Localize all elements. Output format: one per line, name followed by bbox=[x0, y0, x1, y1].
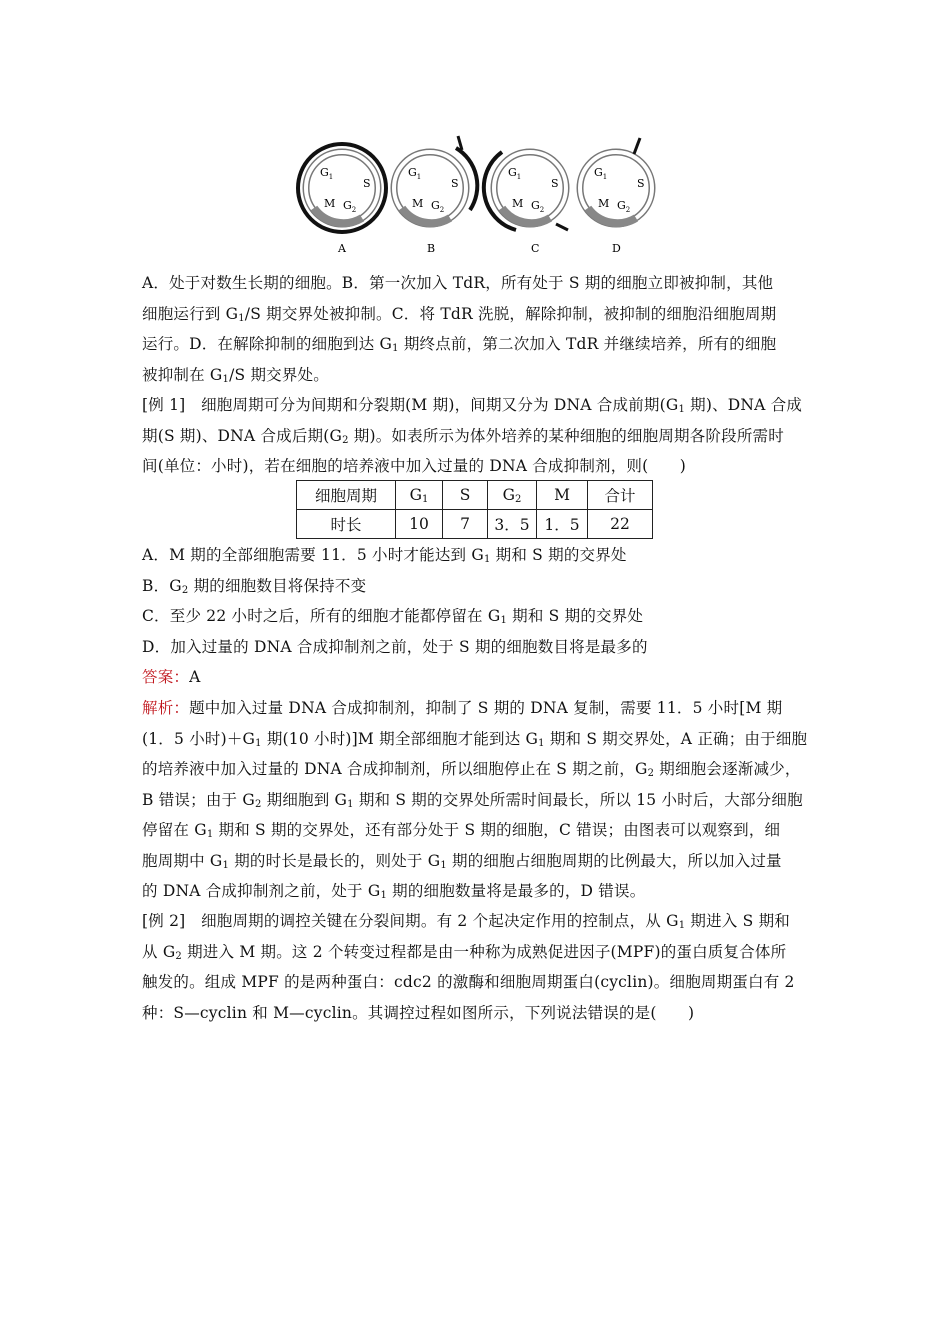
table-cell: 时长 bbox=[297, 510, 396, 539]
text-line: 的 DNA 合成抑制剂之前，处于 $G_1$ 期的细胞数量将是最多的，D 错误。 bbox=[142, 882, 646, 901]
text-line: 解析：题中加入过量 DNA 合成抑制剂，抑制了 S 期的 DNA 复制，需要 11．5 小时[M 期 bbox=[142, 699, 783, 717]
text-line: 期(S 期)、DNA 合成后期($G_2$ 期)。如表所示为体外培养的某种细胞的细胞周期各阶段所需时 bbox=[142, 426, 784, 446]
text-line: 停留在 $G_1$ 期和 S 期的交界处，还有部分处于 S 期的细胞，C 错误；由图表可以观察到，细 bbox=[142, 821, 781, 840]
panel-letter-d: D bbox=[612, 242, 621, 255]
diagram-panel-b bbox=[394, 136, 477, 255]
m-label-b: M bbox=[412, 197, 424, 210]
answer-label: 答案： bbox=[142, 668, 190, 686]
answer bbox=[142, 662, 814, 693]
m-label-a: M bbox=[324, 197, 336, 210]
g2-label-d: $G_2$ bbox=[617, 199, 631, 214]
option-b: B．$G_2$ 期的细胞数目将保持不变 bbox=[142, 576, 367, 596]
text-line: 种：S—cyclin 和 M—cyclin。其调控过程如图所示，下列说法错误的是( ) bbox=[142, 1003, 695, 1022]
diagram-panel-d bbox=[580, 138, 652, 255]
analysis-label: 解析： bbox=[142, 699, 190, 717]
m-label-d: M bbox=[598, 197, 610, 210]
diagram-panel-c bbox=[484, 152, 568, 255]
table-cell: 3．5 bbox=[488, 510, 537, 539]
text-line: 触发的。组成 MPF 的是两种蛋白：cdc2 的激酶和细胞周期蛋白(cyclin)。细胞周期蛋白有 2 bbox=[142, 973, 795, 991]
text-line: 从 $G_2$ 期进入 M 期。这 2 个转变过程都是由一种称为成熟促进因子(MPF)的蛋白质复合体所 bbox=[142, 942, 787, 962]
cell-cycle-figure bbox=[290, 130, 665, 260]
table-cell: M bbox=[537, 481, 588, 510]
cell-cycle-duration-table bbox=[296, 480, 653, 539]
table-header-row bbox=[297, 481, 653, 510]
text-line: A．处于对数生长期的细胞。B．第一次加入 TdR，所有处于 S 期的细胞立即被抑制，其他 bbox=[142, 274, 774, 292]
table-cell: 1．5 bbox=[537, 510, 588, 539]
table-cell: 细胞周期 bbox=[297, 481, 396, 510]
text-line: 的培养液中加入过量的 DNA 合成抑制剂，所以细胞停止在 S 期之前，$G_2$ 期细胞会逐渐减少， bbox=[142, 760, 801, 779]
example-1-question bbox=[142, 390, 814, 482]
table-cell: 7 bbox=[443, 510, 488, 539]
table-cell: 合计 bbox=[588, 481, 653, 510]
table-cell: $G_1$ bbox=[396, 481, 443, 510]
text-line: [例 1] 细胞周期可分为间期和分裂期(M 期)，间期又分为 DNA 合成前期($G_1$ 期)、DNA 合成 bbox=[142, 396, 803, 415]
text-line: B 错误；由于 $G_2$ 期细胞到 $G_1$ 期和 S 期的交界处所需时间最长，所以 15 小时后，大部分细胞 bbox=[142, 790, 803, 810]
g1-label-c: $G_1$ bbox=[508, 166, 522, 181]
example-2-question bbox=[142, 906, 814, 1028]
option-a: A．M 期的全部细胞需要 11．5 小时才能达到 $G_1$ 期和 S 期的交界处 bbox=[142, 546, 627, 565]
answer-value: A bbox=[189, 668, 201, 686]
text-line: 胞周期中 $G_1$ 期的时长是最长的，则处于 $G_1$ 期的细胞占细胞周期的比例最大，所以加入过量 bbox=[142, 851, 782, 871]
g1-label-a: $G_1$ bbox=[320, 166, 334, 181]
text-line: (1．5 小时)$+G_1$ 期(10 小时)]M 期全部细胞才能到达 $G_1$ 期和 S 期交界处，A 正确；由于细胞 bbox=[142, 729, 808, 749]
table-cell: 10 bbox=[396, 510, 443, 539]
text-line: 运行。D．在解除抑制的细胞到达 $G_1$ 期终点前，第二次加入 TdR 并继续培养，所有的细胞 bbox=[142, 335, 777, 354]
option-d: D．加入过量的 DNA 合成抑制剂之前，处于 S 期的细胞数目将是最多的 bbox=[142, 637, 648, 656]
cell-cycle-diagrams bbox=[290, 130, 665, 260]
table-row bbox=[297, 510, 653, 539]
text-line: 被抑制在 $G_1/S$ 期交界处。 bbox=[142, 365, 329, 385]
option-c: C．至少 22 小时之后，所有的细胞才能都停留在 $G_1$ 期和 S 期的交界处 bbox=[142, 607, 644, 626]
panel-letter-a: A bbox=[338, 242, 346, 255]
g2-label-b: $G_2$ bbox=[431, 199, 445, 214]
text-line: 间(单位：小时)，若在细胞的培养液中加入过量的 DNA 合成抑制剂，则( ) bbox=[142, 457, 687, 475]
table-cell: $G_2$ bbox=[488, 481, 537, 510]
text-line: [例 2] 细胞周期的调控关键在分裂间期。有 2 个起决定作用的控制点，从 $G_1$ 期进入 S 期和 bbox=[142, 912, 790, 931]
text-line: 细胞运行到 $G_1/S$ 期交界处被抑制。C．将 TdR 洗脱，解除抑制，被抑制的细胞沿细胞周期 bbox=[142, 304, 777, 324]
table-cell: S bbox=[443, 481, 488, 510]
table-cell: 22 bbox=[588, 510, 653, 539]
g2-label-a: $G_2$ bbox=[343, 199, 357, 214]
m-label-c: M bbox=[512, 197, 524, 210]
s-label-c: S bbox=[551, 177, 559, 190]
g1-label-d: $G_1$ bbox=[594, 166, 608, 181]
g2-label-c: $G_2$ bbox=[531, 199, 545, 214]
diagram-panel-a bbox=[298, 144, 386, 255]
s-label-d: S bbox=[637, 177, 645, 190]
panel-letter-c: C bbox=[531, 242, 540, 255]
s-label-a: S bbox=[363, 177, 371, 190]
example-1-options bbox=[142, 540, 814, 693]
g1-label-b: $G_1$ bbox=[408, 166, 422, 181]
analysis bbox=[142, 693, 814, 907]
panel-letter-b: B bbox=[427, 242, 436, 255]
s-label-b: S bbox=[451, 177, 459, 190]
figure-explanation bbox=[142, 268, 814, 390]
